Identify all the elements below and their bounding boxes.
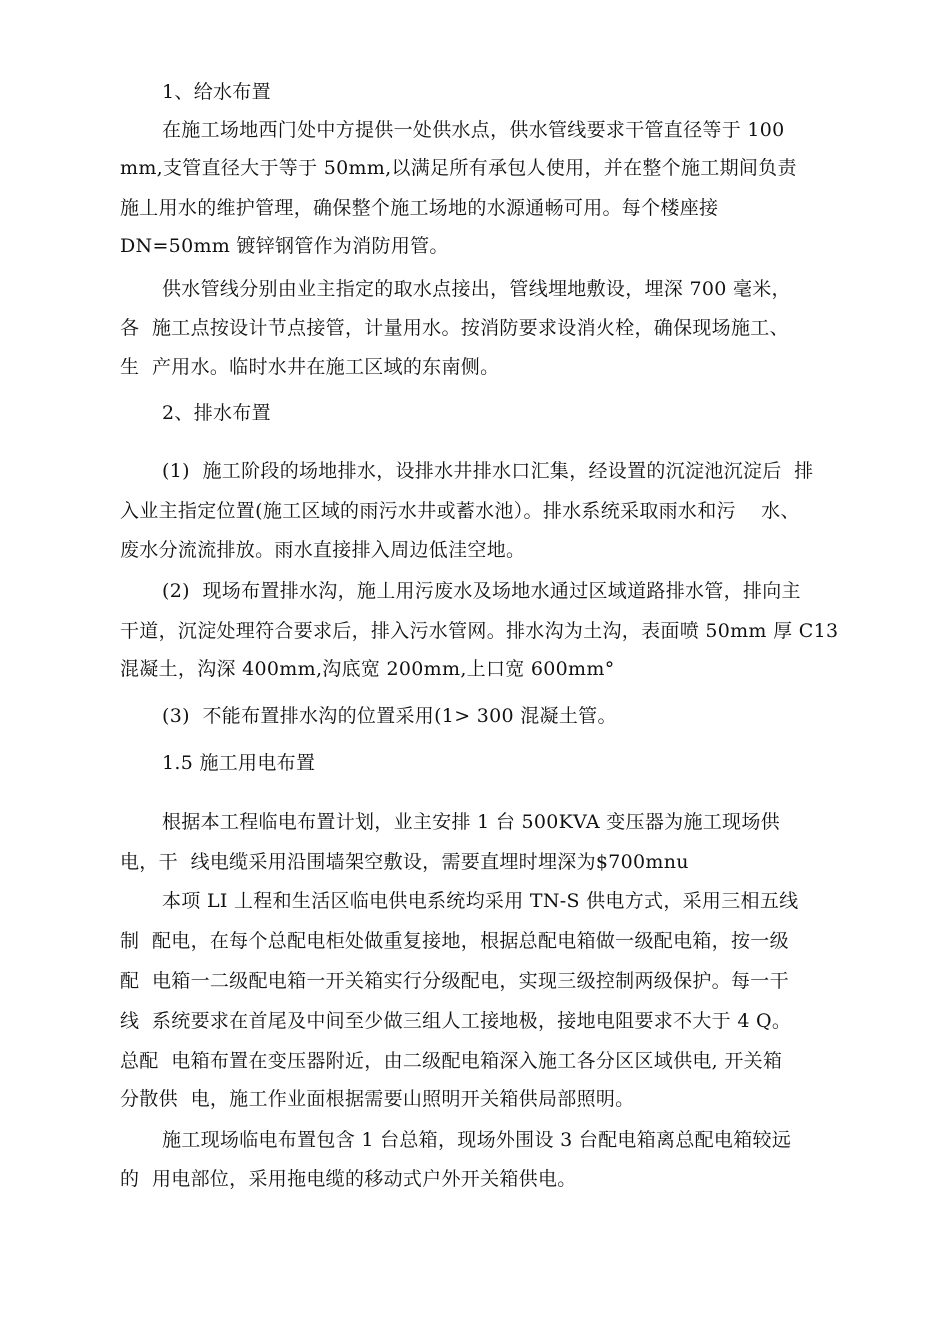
text-line: 生 产用水。临时水井在施工区域的东南侧。: [120, 356, 500, 378]
text-line: 供水管线分别由业主指定的取水点接出，管线埋地敷设，埋深 700 毫米，: [162, 278, 791, 300]
text-line: DN=50mm 镀锌钢管作为消防用管。: [120, 235, 449, 257]
heading-water-supply: 1、给水布置: [162, 81, 271, 103]
text-line: 根据本工程临电布置计划，业主安排 1 台 500KVA 变压器为施工现场供: [162, 811, 780, 833]
heading-drainage: 2、排水布置: [162, 402, 271, 424]
text-line: 各 施工点按设计节点接管，计量用水。按消防要求设消火栓，确保现场施工、: [120, 317, 789, 339]
text-line: (2) 现场布置排水沟，施丄用污废水及场地水通过区域道路排水管，排向主: [162, 580, 801, 602]
text-line: 总配 电箱布置在变压器附近，由二级配电箱深入施工各分区区域供电, 开关箱: [120, 1050, 783, 1072]
text-line: 制 配电，在每个总配电柜处做重复接地，根据总配电箱做一级配电箱，按一级: [120, 930, 789, 952]
text-line: 的 用电部位，采用拖电缆的移动式户外开关箱供电。: [120, 1168, 577, 1190]
text-line: (3) 不能布置排水沟的位置采用(1> 300 混凝土管。: [162, 705, 617, 727]
text-line: 入业主指定位置(施工区域的雨污水井或蓄水池）。排水系统采取雨水和污 水、: [120, 500, 800, 522]
text-line: 混凝土，沟深 400mm,沟底宽 200mm,上口宽 600mm°: [120, 658, 615, 680]
text-line: 电，干 线电缆采用沿围墙架空敷设，需要直埋时埋深为$700mnu: [120, 851, 689, 873]
text-line: 配 电箱一二级配电箱一开关箱实行分级配电，实现三级控制两级保护。每一干: [120, 970, 789, 992]
text-line: 干道，沉淀处理符合要求后，排入污水管网。排水沟为土沟，表面喷 50mm 厚 C13: [120, 620, 839, 642]
heading-electricity: 1.5 施工用电布置: [162, 752, 316, 774]
text-line: 施丄用水的维护管理，确保整个施工场地的水源通畅可用。每个楼座接: [120, 197, 719, 219]
text-line: 在施工场地西门处中方提供一处供水点，供水管线要求干管直径等于 100: [162, 119, 785, 141]
text-line: 分散供 电，施工作业面根据需要山照明开关箱供局部照明。: [120, 1088, 635, 1110]
text-line: mm,支管直径大于等于 50mm,以满足所有承包人使用，并在整个施工期间负责: [120, 157, 797, 179]
text-line: (1) 施工阶段的场地排水，设排水井排水口汇集，经设置的沉淀池沉淀后 排: [162, 460, 814, 482]
text-line: 施工现场临电布置包含 1 台总箱，现场外围设 3 台配电箱离总配电箱较远: [162, 1129, 792, 1151]
text-line: 线 系统要求在首尾及中间至少做三组人工接地极，接地电阻要求不大于 4 Q。: [120, 1010, 792, 1032]
text-line: 本项 LI 丄程和生活区临电供电系统均采用 TN-S 供电方式，采用三相五线: [162, 890, 799, 912]
text-line: 废水分流流排放。雨水直接排入周边低洼空地。: [120, 539, 526, 561]
